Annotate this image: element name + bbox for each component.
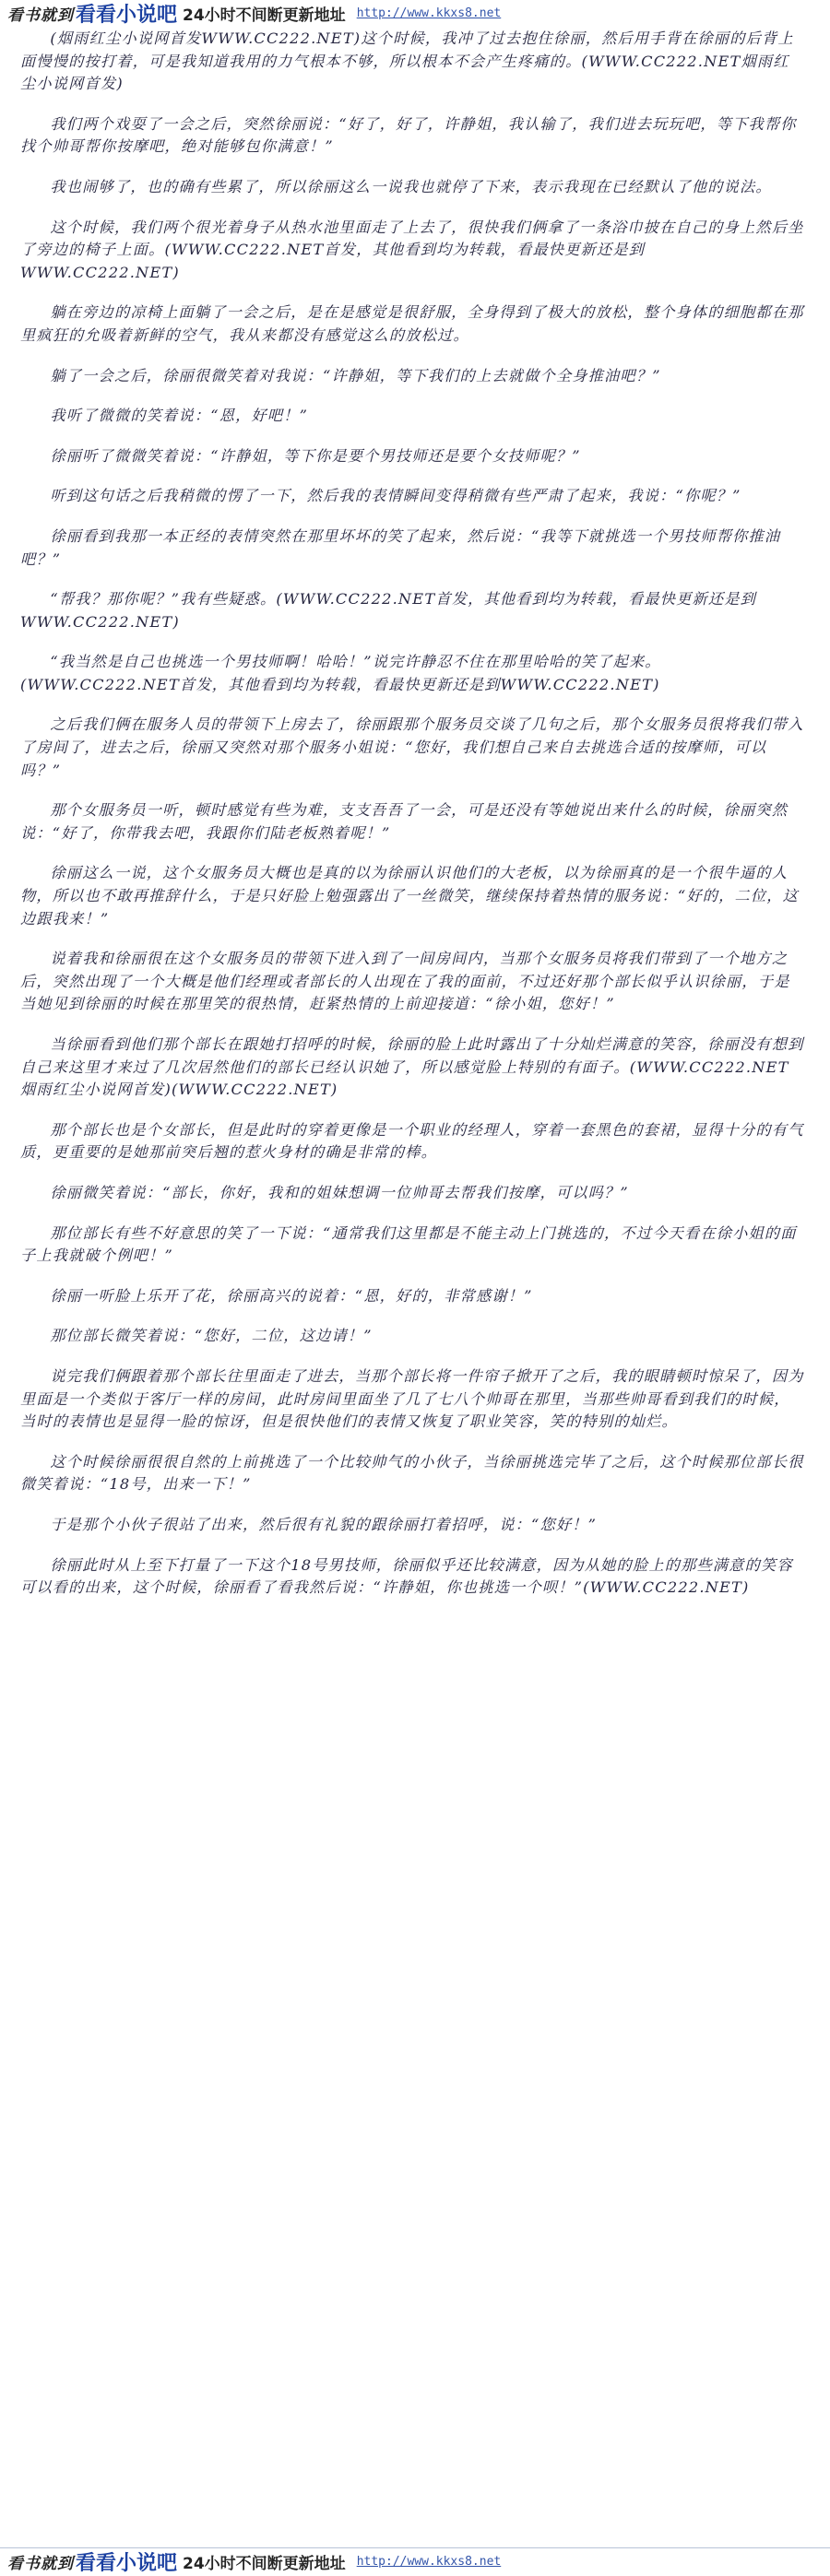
paragraph: 这个时候，我们两个很光着身子从热水池里面走了上去了，很快我们俩拿了一条浴巾披在自己的身上然后坐了旁边的椅子上面。(WWW.CC222.NET首发，其他看到均为转载，看最快更新还是到WWW.CC222.NET) bbox=[20, 218, 804, 281]
paragraph: 徐丽看到我那一本正经的表情突然在那里坏坏的笑了起来，然后说：“我等下就挑选一个男技师帮你推油吧？” bbox=[20, 526, 781, 568]
paragraph: 那位部长有些不好意思的笑了一下说：“通常我们这里都是不能主动上门挑选的，不过今天看在徐小姐的面子上我就破个例吧！” bbox=[20, 1223, 797, 1265]
paragraph: 那位部长微笑着说：“您好，二位，这边请！” bbox=[50, 1327, 373, 1345]
banner-brand[interactable]: 看看小说吧 bbox=[76, 2552, 178, 2575]
banner-brand[interactable]: 看看小说吧 bbox=[76, 4, 178, 27]
paragraph: (烟雨红尘小说网首发WWW.CC222.NET)这个时候，我冲了过去抱住徐丽，然后用手背在徐丽的后背上面慢慢的按打着，可是我知道我用的力气根本不够，所以根本不会产生疼痛的。(WWW.CC222.NET烟雨红尘小说网首发) bbox=[20, 30, 794, 93]
banner-text-2: 24小时不间断更新地址 bbox=[183, 2555, 346, 2573]
paragraph: 那个女服务员一听，顿时感觉有些为难，支支吾吾了一会，可是还没有等她说出来什么的时候，徐丽突然说：“好了，你带我去吧，我跟你们陆老板熟着呢！” bbox=[20, 801, 788, 842]
paragraph: 说完我们俩跟着那个部长往里面走了进去，当那个部长将一件帘子掀开了之后，我的眼睛顿时惊呆了，因为里面是一个类似于客厅一样的房间，此时房间里面坐了几了七八个帅哥在那里，当那些帅哥看到我们的时候，当时的表情也是显得一脸的惊讶，但是很快他们的表情又恢复了职业笑容，笑的特别的灿烂。 bbox=[20, 1366, 804, 1431]
paragraph: 之后我们俩在服务人员的带领下上房去了，徐丽跟那个服务员交谈了几句之后，那个女服务员很将我们带入了房间了，进去之后，徐丽又突然对那个服务小姐说：“您好，我们想自己来自去挑选合适的按摩师，可以吗？” bbox=[20, 715, 804, 779]
banner-url-link[interactable]: http://www.kkxs8.net bbox=[356, 6, 502, 20]
banner-text-1: 看书就到 bbox=[7, 2555, 74, 2573]
paragraph: 当徐丽看到他们那个部长在跟她打招呼的时候，徐丽的脸上此时露出了十分灿烂满意的笑容，徐丽没有想到自己来这里才来过了几次居然他们的部长已经认识她了，所以感觉脸上特别的有面子。(WWW.CC222.NET烟雨红尘小说网首发)(WWW.CC222.NET) bbox=[20, 1035, 804, 1099]
paragraph: 那个部长也是个女部长，但是此时的穿着更像是一个职业的经理人，穿着一套黑色的套裙，显得十分的有气质，更重要的是她那前突后翘的惹火身材的确是非常的棒。 bbox=[20, 1120, 804, 1162]
bottom-banner bbox=[0, 2547, 830, 2575]
paragraph: 徐丽此时从上至下打量了一下这个18号男技师，徐丽似乎还比较满意，因为从她的脸上的那些满意的笑容可以看的出来，这个时候，徐丽看了看我然后说：“许静姐，你也挑选一个呗！”(WWW.CC222.NET) bbox=[20, 1555, 793, 1597]
paragraph: 我也闹够了，也的确有些累了，所以徐丽这么一说我也就停了下来，表示我现在已经默认了他的说法。 bbox=[50, 177, 772, 195]
top-banner bbox=[0, 0, 830, 28]
paragraph: 徐丽一听脸上乐开了花，徐丽高兴的说着：“恩，好的，非常感谢！” bbox=[50, 1286, 533, 1305]
paragraph: 徐丽这么一说，这个女服务员大概也是真的以为徐丽认识他们的大老板，以为徐丽真的是一个很牛逼的人物，所以也不敢再推辞什么，于是只好脸上勉强露出了一丝微笑，继续保持着热情的服务说：“好的，二位，这边跟我来！” bbox=[20, 864, 800, 928]
paragraph: “帮我？那你呢？”我有些疑惑。(WWW.CC222.NET首发，其他看到均为转载，看最快更新还是到WWW.CC222.NET) bbox=[20, 590, 757, 631]
paragraph: 我听了微微的笑着说：“恩，好吧！” bbox=[50, 407, 309, 425]
paragraph: 徐丽听了微微笑着说：“许静姐，等下你是要个男技师还是要个女技师呢？” bbox=[50, 446, 581, 465]
banner-url-link[interactable]: http://www.kkxs8.net bbox=[356, 2555, 502, 2569]
article-body bbox=[0, 28, 830, 2547]
paragraph: 听到这句话之后我稍微的愣了一下，然后我的表情瞬间变得稍微有些严肃了起来，我说：“你呢？” bbox=[50, 487, 741, 505]
paragraph: 说着我和徐丽很在这个女服务员的带领下进入到了一间房间内，当那个女服务员将我们带到了一个地方之后，突然出现了一个大概是他们经理或者部长的人出现在了我的面前，不过还好那个部长似乎认识徐丽，于是当她见到徐丽的时候在那里笑的很热情，赶紧热情的上前迎接道：“徐小姐，您好！” bbox=[20, 950, 790, 1013]
paragraph: “我当然是自己也挑选一个男技师啊！哈哈！”说完许静忍不住在那里哈哈的笑了起来。(WWW.CC222.NET首发，其他看到均为转载，看最快更新还是到WWW.CC222.NET) bbox=[20, 653, 661, 693]
paragraph: 这个时候徐丽很很自然的上前挑选了一个比较帅气的小伙子，当徐丽挑选完毕了之后，这个时候那位部长很微笑着说：“18号，出来一下！” bbox=[20, 1452, 804, 1494]
paragraph: 徐丽微笑着说：“部长，你好，我和的姐妹想调一位帅哥去帮我们按摩，可以吗？” bbox=[50, 1183, 629, 1201]
paragraph: 躺了一会之后，徐丽很微笑着对我说：“许静姐，等下我们的上去就做个全身推油吧？” bbox=[50, 366, 661, 384]
banner-text-2: 24小时不间断更新地址 bbox=[183, 6, 346, 25]
paragraph: 于是那个小伙子很站了出来，然后很有礼貌的跟徐丽打着招呼，说：“您好！” bbox=[50, 1515, 598, 1533]
paragraph: 躺在旁边的凉椅上面躺了一会之后，是在是感觉是很舒服，全身得到了极大的放松，整个身体的细胞都在那里疯狂的允吸着新鲜的空气，我从来都没有感觉这么的放松过。 bbox=[20, 303, 804, 344]
paragraph: 我们两个戏耍了一会之后，突然徐丽说：“好了，好了，许静姐，我认输了，我们进去玩玩吧，等下我帮你找个帅哥帮你按摩吧，绝对能够包你满意！” bbox=[20, 114, 797, 156]
banner-text-1: 看书就到 bbox=[7, 6, 74, 25]
